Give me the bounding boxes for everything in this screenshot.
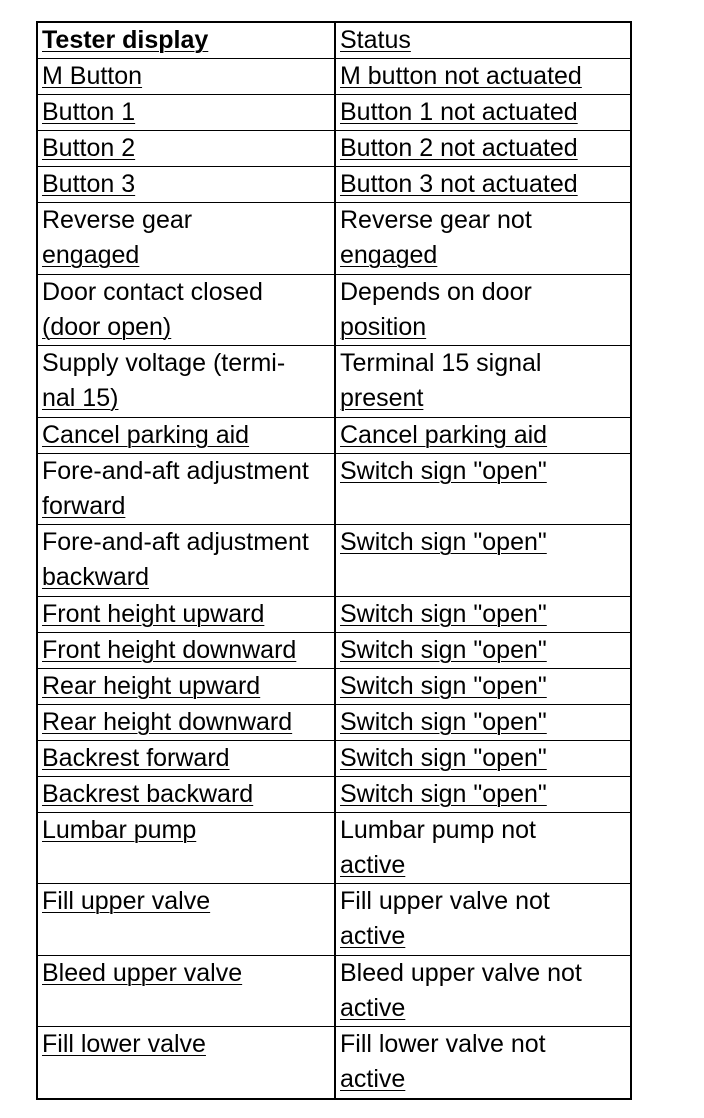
tester-display-cell: [38, 884, 335, 956]
table-row: [38, 596, 630, 632]
table-row: [38, 704, 630, 740]
status-cell: [335, 955, 630, 1027]
tester-display-cell: [38, 274, 335, 346]
table-row: [38, 955, 630, 1027]
tester-display-cell-text: Reverse gear: [42, 206, 193, 234]
tester-display-cell: [38, 59, 335, 95]
table-row: [38, 417, 630, 453]
table-row: [38, 740, 630, 776]
tester-display-cell: [38, 203, 335, 275]
status-cell-text: Switch sign "open": [340, 671, 547, 700]
header-tester-display-label: Tester display: [42, 26, 209, 54]
status-cell: [335, 740, 630, 776]
status-cell-text: Bleed upper valve not: [340, 958, 582, 987]
tester-display-cell-text: Cancel parking aid: [42, 420, 250, 449]
table-row: [38, 632, 630, 668]
table-row: [38, 668, 630, 704]
table-row: [38, 274, 630, 346]
tester-display-cell: [38, 955, 335, 1027]
tester-display-cell-text: Lumbar pump: [42, 815, 197, 844]
status-cell: [335, 203, 630, 275]
tester-display-cell-text: Button 1: [42, 98, 136, 126]
tester-display-cell-text: Fill lower valve: [42, 1030, 206, 1058]
status-cell-text: active: [340, 922, 406, 950]
tester-display-cell-text: nal 15): [42, 384, 119, 412]
tester-status-table-frame: [36, 21, 632, 1100]
table-row: [38, 525, 630, 597]
tester-display-cell: [38, 632, 335, 668]
tester-display-cell-text: Button 2: [42, 134, 136, 162]
tester-display-cell: [38, 525, 335, 597]
tester-display-cell-text: (door open): [42, 312, 172, 341]
tester-display-cell-text: M Button: [42, 62, 143, 90]
status-cell-text: position: [340, 312, 427, 341]
status-cell-text: Switch sign "open": [340, 528, 547, 556]
tester-display-cell: [38, 346, 335, 418]
status-cell-text: Switch sign "open": [340, 456, 547, 485]
tester-display-cell-text: Bleed upper valve: [42, 958, 243, 987]
status-cell: [335, 131, 630, 167]
table-row: [38, 1027, 630, 1099]
table-row: [38, 453, 630, 525]
tester-display-cell: [38, 740, 335, 776]
status-cell: [335, 167, 630, 203]
header-status-label: Status: [340, 26, 411, 54]
tester-display-cell: [38, 704, 335, 740]
status-cell-text: active: [340, 1065, 406, 1093]
status-cell: [335, 704, 630, 740]
header-status: [335, 23, 630, 59]
status-cell-text: engaged: [340, 241, 438, 269]
table-row: [38, 131, 630, 167]
status-cell: [335, 346, 630, 418]
status-cell: [335, 417, 630, 453]
status-cell-text: Depends on door: [340, 277, 532, 306]
tester-display-cell-text: Backrest forward: [42, 743, 230, 772]
table-row: [38, 884, 630, 956]
table-row: [38, 203, 630, 275]
tester-status-table: [38, 23, 630, 1098]
table-row: [38, 167, 630, 203]
tester-display-cell: [38, 812, 335, 884]
tester-display-cell: [38, 776, 335, 812]
status-cell: [335, 812, 630, 884]
tester-display-cell-text: Front height upward: [42, 599, 265, 628]
table-body: [38, 23, 630, 1098]
status-cell-text: active: [340, 993, 406, 1022]
tester-display-cell: [38, 131, 335, 167]
tester-display-cell-text: Fore-and-aft adjustment: [42, 528, 309, 556]
tester-display-cell-text: Rear height upward: [42, 671, 261, 700]
tester-display-cell-text: forward: [42, 491, 126, 520]
status-cell-text: M button not actuated: [340, 62, 582, 90]
tester-display-cell: [38, 1027, 335, 1099]
status-cell: [335, 632, 630, 668]
status-cell: [335, 596, 630, 632]
tester-display-cell: [38, 167, 335, 203]
tester-display-cell-text: Button 3: [42, 170, 136, 198]
status-cell-text: Cancel parking aid: [340, 420, 548, 449]
table-row: [38, 812, 630, 884]
tester-display-cell-text: Supply voltage (termi-: [42, 349, 286, 377]
tester-display-cell-text: Fill upper valve: [42, 887, 211, 915]
status-cell-text: Switch sign "open": [340, 599, 547, 628]
status-cell: [335, 776, 630, 812]
table-row: [38, 346, 630, 418]
status-cell-text: Button 3 not actuated: [340, 170, 578, 198]
status-cell: [335, 95, 630, 131]
status-cell-text: Terminal 15 signal: [340, 349, 542, 377]
tester-display-cell-text: Backrest backward: [42, 779, 254, 808]
status-cell-text: Button 1 not actuated: [340, 98, 578, 126]
status-cell: [335, 1027, 630, 1099]
status-cell-text: Reverse gear not: [340, 206, 532, 234]
tester-display-cell-text: Door contact closed: [42, 277, 263, 306]
tester-display-cell: [38, 453, 335, 525]
status-cell: [335, 884, 630, 956]
tester-display-cell-text: backward: [42, 563, 149, 591]
tester-display-cell-text: Front height downward: [42, 635, 297, 664]
table-row: [38, 59, 630, 95]
status-cell: [335, 59, 630, 95]
status-cell-text: present: [340, 384, 424, 412]
status-cell-text: active: [340, 850, 406, 879]
tester-display-cell-text: engaged: [42, 241, 140, 269]
tester-display-cell-text: Rear height downward: [42, 707, 293, 736]
status-cell-text: Fill upper valve not: [340, 887, 550, 915]
status-cell-text: Switch sign "open": [340, 743, 547, 772]
header-tester-display: [38, 23, 335, 59]
status-cell-text: Lumbar pump not: [340, 815, 536, 844]
table-row: [38, 95, 630, 131]
tester-display-cell: [38, 596, 335, 632]
status-cell: [335, 668, 630, 704]
table-row: [38, 776, 630, 812]
status-cell-text: Fill lower valve not: [340, 1030, 546, 1058]
status-cell: [335, 274, 630, 346]
tester-display-cell: [38, 417, 335, 453]
status-cell-text: Button 2 not actuated: [340, 134, 578, 162]
tester-display-cell-text: Fore-and-aft adjustment: [42, 456, 309, 485]
status-cell-text: Switch sign "open": [340, 707, 547, 736]
status-cell-text: Switch sign "open": [340, 779, 547, 808]
status-cell: [335, 453, 630, 525]
status-cell: [335, 525, 630, 597]
table-header-row: [38, 23, 630, 59]
status-cell-text: Switch sign "open": [340, 635, 547, 664]
tester-display-cell: [38, 95, 335, 131]
tester-display-cell: [38, 668, 335, 704]
